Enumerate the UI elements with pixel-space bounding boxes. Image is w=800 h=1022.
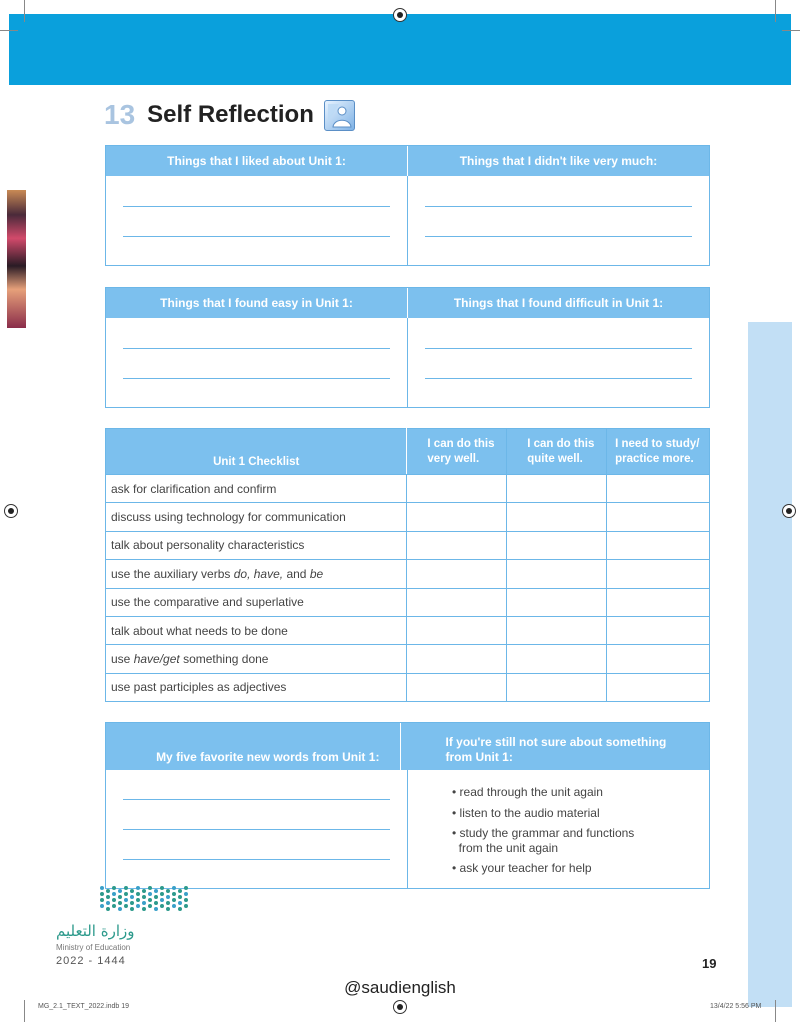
logo-dot [130, 907, 134, 911]
logo-dot [184, 898, 188, 902]
logo-dot [172, 886, 176, 890]
logo-dot [106, 895, 110, 899]
writing-line [123, 829, 390, 830]
print-slug-file: MG_2.1_TEXT_2022.indb 19 [38, 1003, 130, 1010]
logo-dot [148, 898, 152, 902]
check-cell-quite-well[interactable] [507, 531, 607, 559]
header-line: I can do this [527, 437, 595, 450]
item-text: ask for clarification and confirm [111, 481, 277, 496]
logo-dot [154, 895, 158, 899]
check-cell-very-well[interactable] [407, 673, 507, 701]
difficult-header: Things that I found difficult in Unit 1: [407, 288, 709, 318]
crop-mark [24, 1000, 25, 1022]
column-header-very-well [407, 429, 507, 475]
item-text: use past participles as adjectives [111, 680, 287, 695]
logo-dot [172, 898, 176, 902]
logo-dot [178, 895, 182, 899]
list-item [452, 861, 634, 876]
table-row [106, 475, 710, 503]
logo-dot [100, 892, 104, 896]
header-line: quite well. [527, 452, 583, 465]
check-cell-very-well[interactable] [407, 645, 507, 673]
check-cell-study-more[interactable] [607, 475, 710, 503]
item-text: something done [179, 652, 269, 667]
list-item [452, 785, 634, 800]
dislikes-header: Things that I didn't like very much: [407, 146, 709, 176]
logo-dot [136, 898, 140, 902]
dislikes-writing-area[interactable] [407, 176, 709, 265]
table-row [106, 503, 710, 531]
likes-writing-area[interactable] [106, 176, 407, 265]
tips-list [452, 785, 634, 882]
check-cell-very-well[interactable] [407, 531, 507, 559]
logo-dot [178, 889, 182, 893]
check-cell-study-more[interactable] [607, 673, 710, 701]
logo-dot [178, 907, 182, 911]
favorite-words-header: My five favorite new words from Unit 1: [156, 750, 380, 764]
writing-line [123, 799, 390, 800]
crop-mark [775, 1000, 776, 1022]
registration-mark-icon [4, 504, 18, 518]
list-item [452, 806, 634, 821]
check-cell-study-more[interactable] [607, 560, 710, 588]
logo-dot [118, 901, 122, 905]
logo-dot [166, 895, 170, 899]
checklist-item [106, 560, 407, 588]
tip-text: from the unit again [452, 840, 559, 855]
logo-dot [124, 898, 128, 902]
logo-dot [112, 892, 116, 896]
check-cell-very-well[interactable] [407, 588, 507, 616]
check-cell-study-more[interactable] [607, 616, 710, 644]
logo-dot [154, 907, 158, 911]
logo-dot [130, 889, 134, 893]
page-title: Self Reflection [147, 101, 314, 128]
logo-dot [124, 904, 128, 908]
unit-checklist-table [105, 428, 710, 702]
logo-dot [118, 889, 122, 893]
crop-mark [775, 0, 776, 22]
table-row [106, 531, 710, 559]
writing-line [123, 859, 390, 860]
writing-line [425, 378, 692, 379]
item-text: use the auxiliary verbs [111, 566, 234, 581]
checklist-item [106, 503, 407, 531]
item-text-italic: do, have, [233, 566, 284, 581]
logo-dot [136, 886, 140, 890]
logo-dot [142, 901, 146, 905]
logo-dot [184, 886, 188, 890]
table-row [106, 645, 710, 673]
page-number: 19 [702, 956, 717, 971]
logo-dot [112, 886, 116, 890]
logo-dot [124, 892, 128, 896]
easy-header: Things that I found easy in Unit 1: [160, 296, 353, 310]
social-handle: @saudienglish [344, 978, 456, 997]
logo-dot [154, 901, 158, 905]
tip-text: • ask your teacher for help [452, 861, 592, 875]
table-row [106, 560, 710, 588]
print-slug-date: 13/4/22 5:56 PM [710, 1003, 762, 1010]
header-line: I need to study/ [615, 437, 700, 450]
checklist-item [106, 531, 407, 559]
difficult-writing-area[interactable] [407, 318, 709, 407]
section-heading [104, 98, 355, 132]
logo-dot [112, 904, 116, 908]
item-text: discuss using technology for communication [111, 510, 346, 525]
check-cell-study-more[interactable] [607, 588, 710, 616]
registration-mark-icon [393, 1000, 407, 1014]
item-text: and [283, 566, 310, 581]
logo-dot [100, 904, 104, 908]
easy-writing-area[interactable] [106, 318, 407, 407]
ministry-logo-icon [100, 886, 192, 916]
check-cell-very-well[interactable] [407, 560, 507, 588]
logo-dot [136, 904, 140, 908]
checklist-item [106, 645, 407, 673]
registration-mark-icon [782, 504, 796, 518]
check-cell-quite-well[interactable] [507, 588, 607, 616]
list-item [452, 826, 634, 855]
logo-dot [160, 892, 164, 896]
checklist-item [106, 588, 407, 616]
favorite-words-writing-area[interactable] [106, 770, 407, 888]
check-cell-quite-well[interactable] [507, 475, 607, 503]
logo-dot [106, 901, 110, 905]
logo-dot [142, 895, 146, 899]
item-text-italic: be [309, 566, 324, 581]
writing-line [425, 348, 692, 349]
logo-dot [184, 892, 188, 896]
checklist-item [106, 673, 407, 701]
logo-dot [118, 907, 122, 911]
likes-header: Things that I liked about Unit 1: [167, 154, 346, 168]
header-line: practice more. [615, 452, 694, 465]
logo-dot [112, 898, 116, 902]
checklist-item [106, 475, 407, 503]
favorite-words-box [105, 722, 710, 889]
table-row [106, 588, 710, 616]
top-banner [9, 14, 791, 85]
writing-line [123, 236, 390, 237]
likes-box [105, 145, 710, 266]
column-header-study-more [607, 429, 710, 475]
check-cell-study-more[interactable] [607, 503, 710, 531]
logo-dot [172, 904, 176, 908]
check-cell-very-well[interactable] [407, 503, 507, 531]
logo-dot [100, 898, 104, 902]
photo-edge [7, 190, 26, 328]
tip-text: • study the grammar and functions [452, 826, 635, 840]
tip-text: • listen to the audio material [452, 805, 600, 820]
tip-text: • read through the unit again [452, 785, 603, 799]
check-cell-study-more[interactable] [607, 531, 710, 559]
logo-dot [172, 892, 176, 896]
writing-line [425, 236, 692, 237]
writing-line [123, 348, 390, 349]
check-cell-quite-well[interactable] [507, 560, 607, 588]
logo-dot [160, 886, 164, 890]
writing-line [123, 378, 390, 379]
edition-year: 2022 - 1444 [56, 955, 126, 967]
ministry-name-english: Ministry of Education [56, 943, 131, 952]
column-header-quite-well [507, 429, 607, 475]
check-cell-quite-well[interactable] [507, 616, 607, 644]
logo-dot [142, 907, 146, 911]
crop-mark [782, 30, 800, 31]
check-cell-study-more[interactable] [607, 645, 710, 673]
header-line: If you're still not sure about something [445, 735, 667, 749]
table-row [106, 616, 710, 644]
logo-dot [124, 886, 128, 890]
logo-dot [154, 889, 158, 893]
logo-dot [118, 895, 122, 899]
header-line: from Unit 1: [445, 750, 513, 764]
logo-dot [178, 901, 182, 905]
logo-dot [148, 892, 152, 896]
registration-mark-icon [393, 8, 407, 22]
tips-area [407, 770, 709, 888]
logo-dot [160, 898, 164, 902]
check-cell-quite-well[interactable] [507, 503, 607, 531]
logo-dot [136, 892, 140, 896]
check-cell-very-well[interactable] [407, 475, 507, 503]
check-cell-quite-well[interactable] [507, 673, 607, 701]
logo-dot [160, 904, 164, 908]
logo-dot [166, 907, 170, 911]
item-text: use [111, 652, 134, 667]
logo-dot [142, 889, 146, 893]
checklist-item [106, 616, 407, 644]
logo-dot [130, 895, 134, 899]
side-strip [748, 322, 792, 1007]
checklist-title: Unit 1 Checklist [106, 429, 407, 475]
writing-line [425, 206, 692, 207]
writing-line [123, 206, 390, 207]
header-line: I can do this [427, 437, 495, 450]
crop-mark [24, 0, 25, 22]
logo-dot [130, 901, 134, 905]
easy-difficult-box [105, 287, 710, 408]
logo-dot [100, 886, 104, 890]
item-text: talk about what needs to be done [111, 623, 288, 638]
item-text-italic: have/get [133, 652, 180, 667]
logo-dot [148, 904, 152, 908]
logo-dot [148, 886, 152, 890]
logo-dot [166, 901, 170, 905]
logo-dot [166, 889, 170, 893]
check-cell-very-well[interactable] [407, 616, 507, 644]
not-sure-header [400, 723, 710, 770]
logo-dot [184, 904, 188, 908]
logo-dot [106, 889, 110, 893]
header-line: very well. [427, 452, 480, 465]
logo-dot [106, 907, 110, 911]
crop-mark [0, 30, 18, 31]
table-row [106, 673, 710, 701]
ministry-name-arabic: وزارة التعليم [56, 922, 135, 940]
reflection-icon [324, 100, 355, 131]
item-text: use the comparative and superlative [111, 595, 304, 610]
item-text: talk about personality characteristics [111, 538, 305, 553]
check-cell-quite-well[interactable] [507, 645, 607, 673]
section-number: 13 [104, 99, 136, 130]
